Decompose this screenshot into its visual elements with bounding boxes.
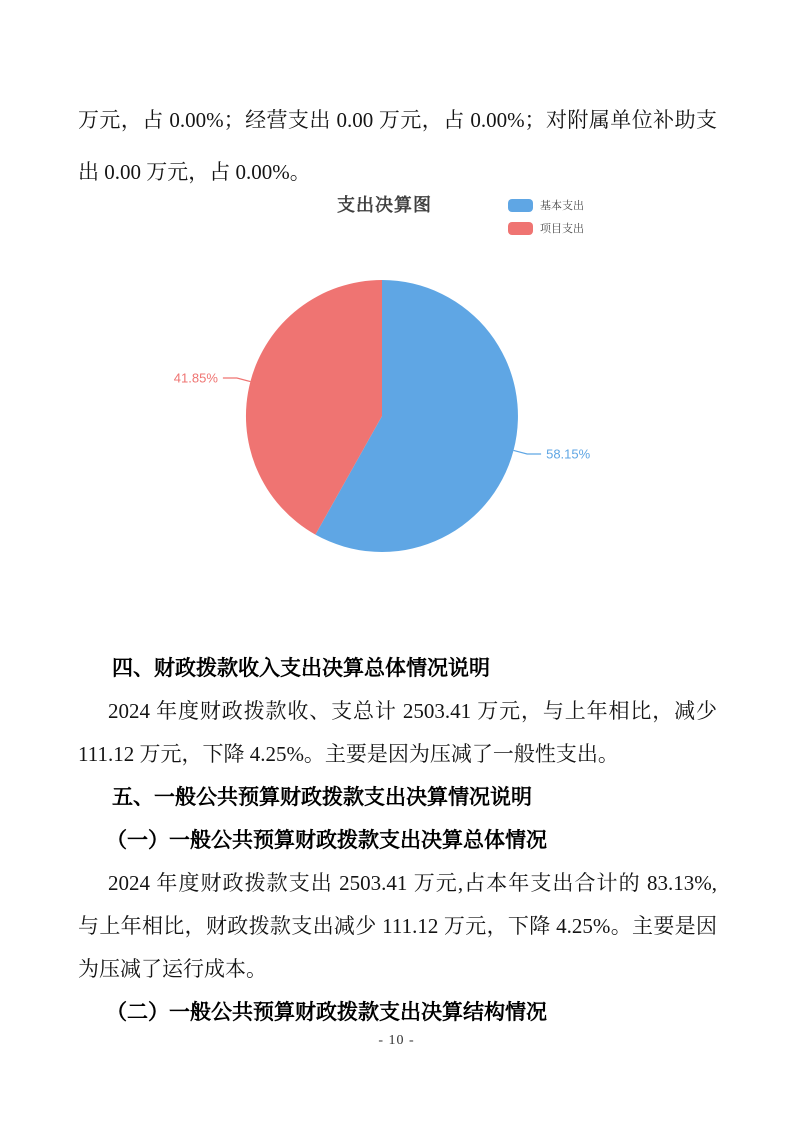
legend-swatch-project-icon bbox=[508, 222, 533, 235]
legend-swatch-basic-icon bbox=[508, 199, 533, 212]
page-number: - 10 - bbox=[378, 1033, 415, 1048]
section4-para-line-2: 111.12 万元，下降 4.25%。主要是因为压减了一般性支出。 bbox=[78, 742, 619, 766]
pie-percentage-label: 58.15% bbox=[546, 446, 591, 462]
intro-paragraph bbox=[78, 94, 717, 198]
chart-title: 支出决算图 bbox=[337, 195, 432, 215]
legend-label-project: 项目支出 bbox=[540, 223, 584, 235]
section5-heading: 五、一般公共预算财政拨款支出决算情况说明 bbox=[112, 786, 532, 809]
section5-sub1-line-2: 与上年相比，财政拨款支出减少 111.12 万元，下降 4.25%。主要是因 bbox=[78, 914, 717, 938]
intro-line-1: 万元，占 0.00%；经营支出 0.00 万元，占 0.00%；对附属单位补助支 bbox=[78, 108, 717, 132]
section5-sub1-heading: （一）一般公共预算财政拨款支出决算总体情况 bbox=[106, 829, 547, 852]
body-text bbox=[78, 647, 717, 1034]
section5-sub1-line-3: 为压减了运行成本。 bbox=[78, 957, 267, 981]
intro-line-2: 出 0.00 万元，占 0.00%。 bbox=[78, 160, 311, 184]
legend-label-basic: 基本支出 bbox=[540, 200, 584, 212]
pie-label-line bbox=[514, 450, 542, 454]
pie-percentage-label: 41.85% bbox=[173, 370, 218, 386]
section4-heading: 四、财政拨款收入支出决算总体情况说明 bbox=[112, 657, 490, 680]
legend-item-project bbox=[508, 220, 584, 236]
section5-sub1-line-1: 2024 年度财政拨款支出 2503.41 万元,占本年支出合计的 83.13%, bbox=[108, 871, 717, 895]
chart-legend bbox=[508, 197, 584, 243]
section5-sub2-heading: （二）一般公共预算财政拨款支出决算结构情况 bbox=[106, 1001, 547, 1024]
pie-chart-svg bbox=[0, 245, 793, 575]
legend-item-basic bbox=[508, 197, 584, 213]
pie-label-line bbox=[223, 378, 251, 382]
section4-para-line-1: 2024 年度财政拨款收、支总计 2503.41 万元，与上年相比，减少 bbox=[108, 699, 717, 723]
